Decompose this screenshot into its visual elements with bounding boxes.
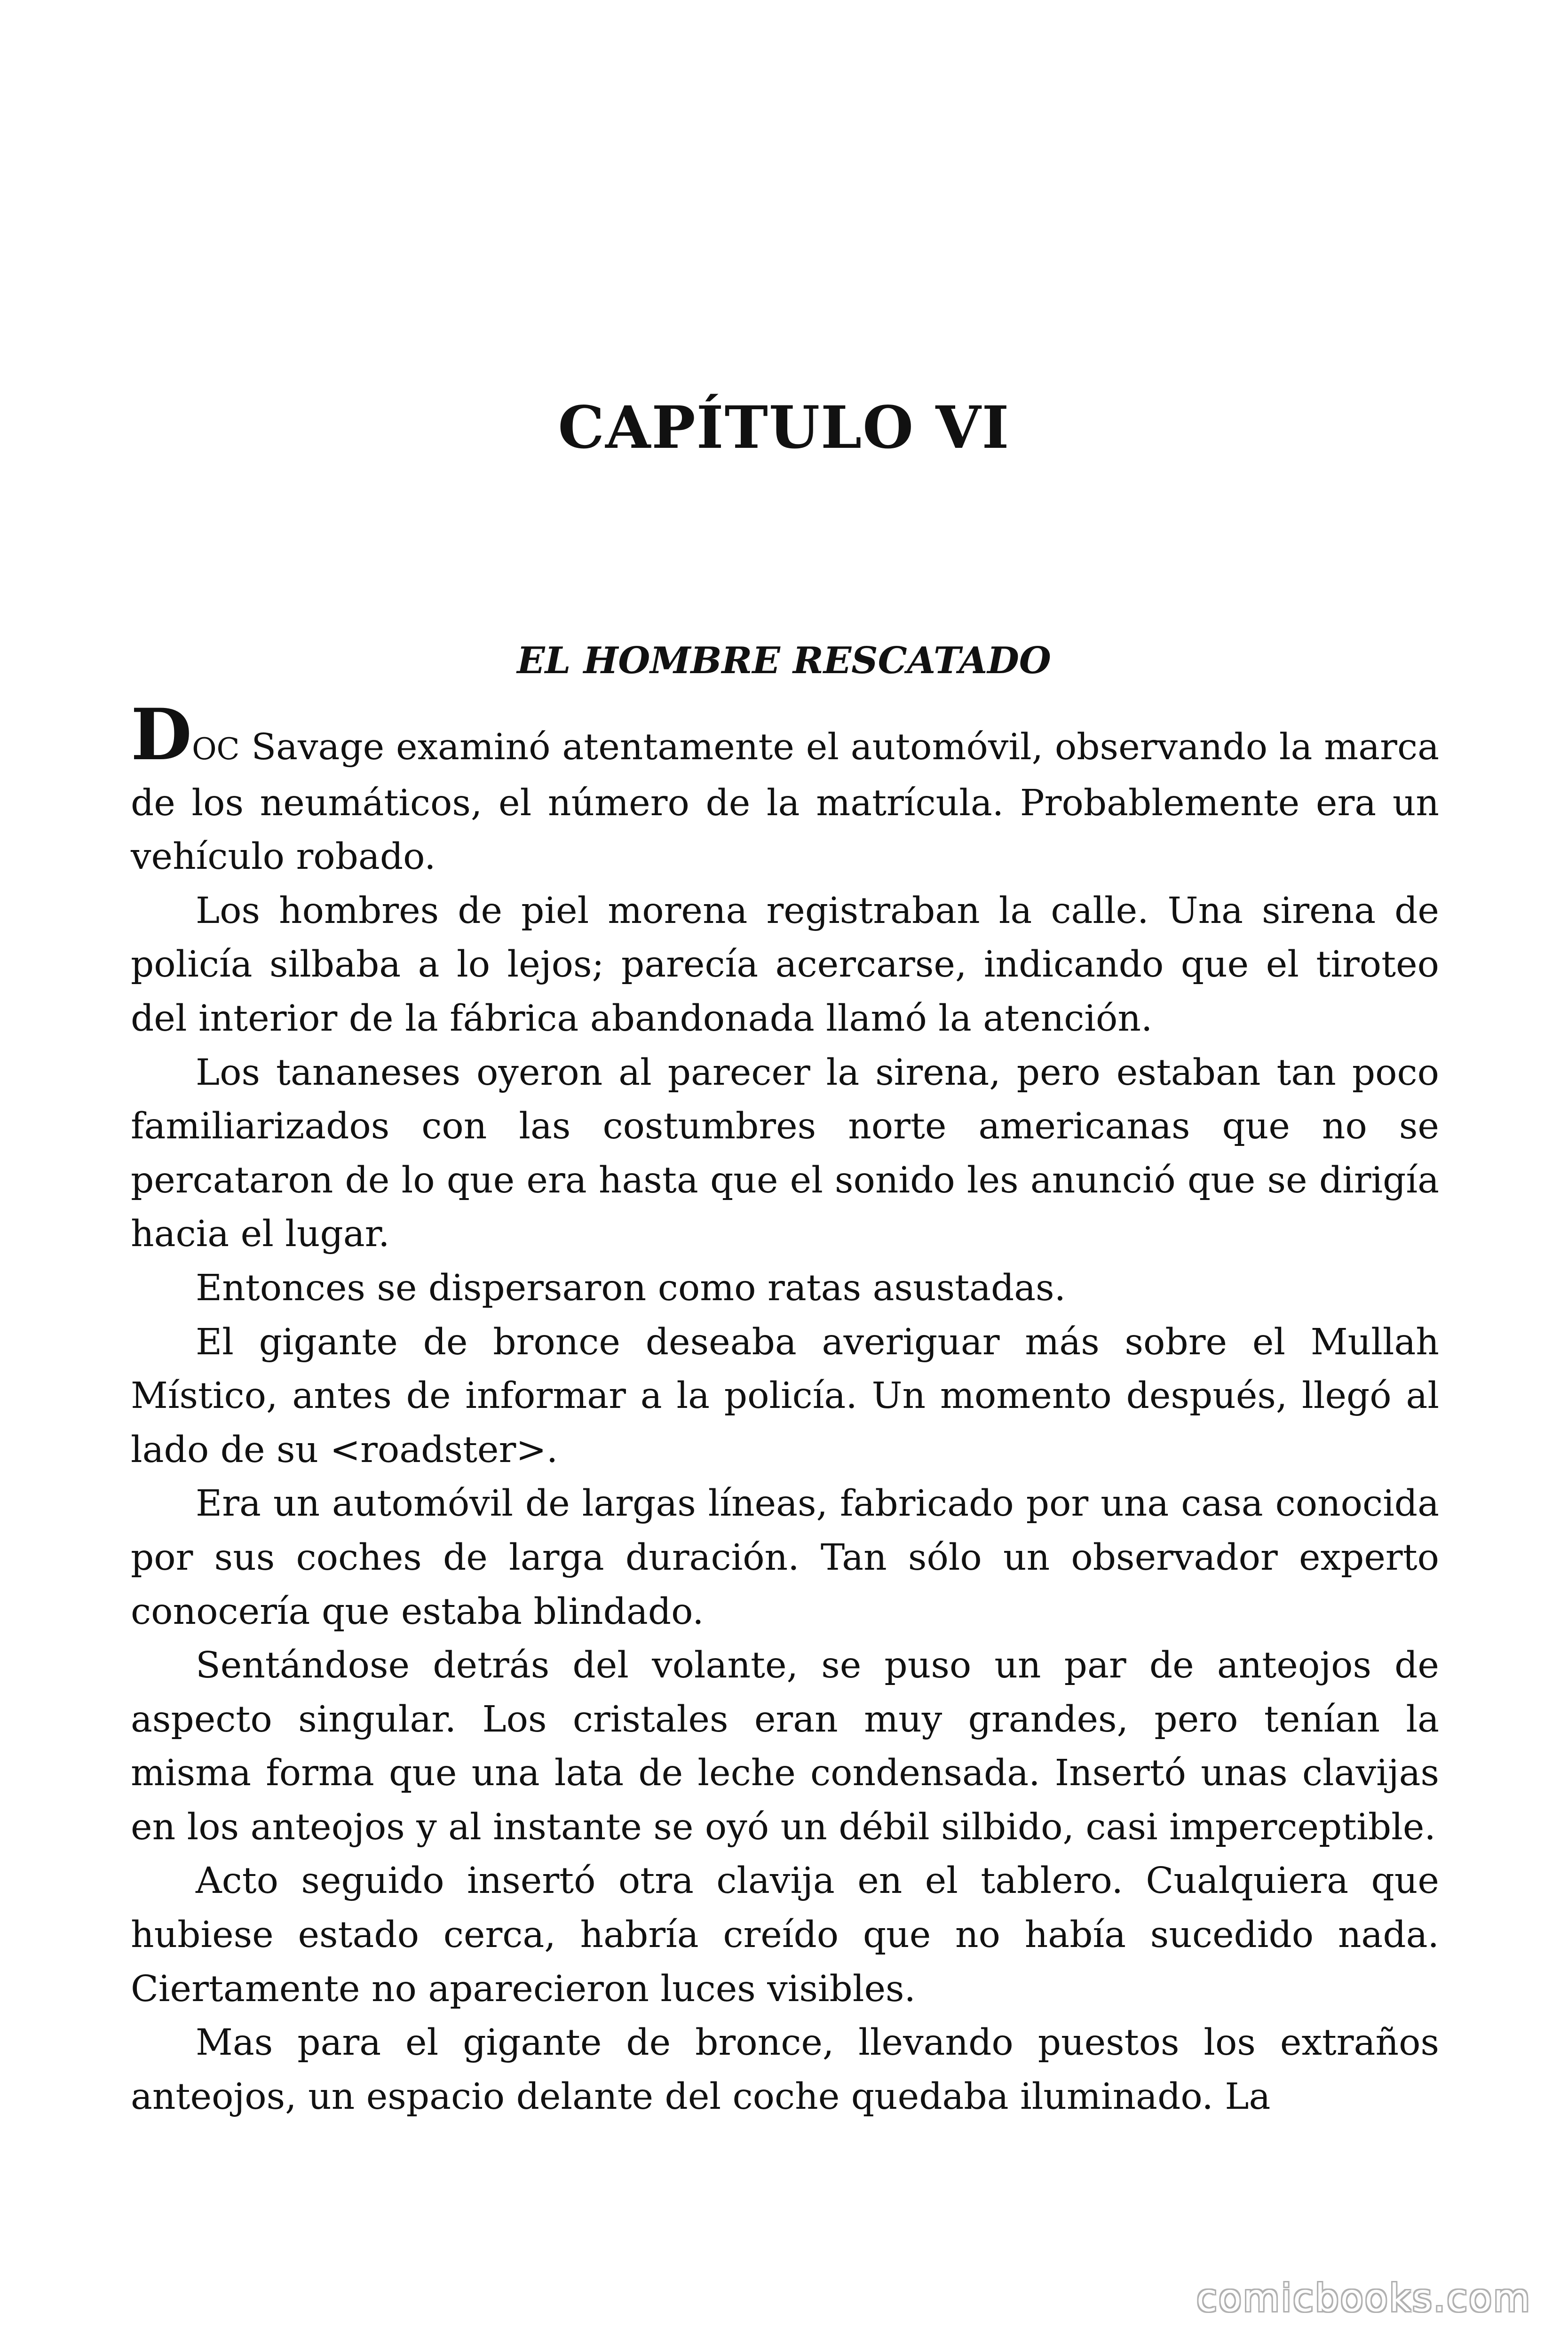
watermark: comicbooks.com (1196, 2276, 1531, 2320)
chapter-title: CAPÍTULO VI (558, 394, 1010, 462)
paragraph-7: Sentándose detrás del volante, se puso un par de anteojos de aspecto singular. Los cristales eran muy grandes, pero tenían la misma forma que una lata de leche condensada. Insertó unas clavijas en los anteojos y al instante se oyó un débil silbido, casi imperceptible. (131, 1645, 1439, 1848)
paragraph-1-text: Savage examinó atentamente el automóvil, observando la marca de los neumáticos, el número de la matrícula. Probablemente era un vehículo robado. (131, 726, 1439, 878)
chapter-subtitle: EL HOMBRE RESCATADO (517, 639, 1051, 682)
paragraph-2: Los hombres de piel morena registraban la calle. Una sirena de policía silbaba a lo lejos; parecía acercarse, indicando que el tiroteo del interior de la fábrica abandonada llamó la atención. (131, 890, 1439, 1040)
paragraph-5: El gigante de bronce deseaba averiguar más sobre el Mullah Místico, antes de informar a la policía. Un momento después, llegó al lado de su <roadster>. (131, 1321, 1439, 1471)
paragraph-3: Los tananeses oyeron al parecer la sirena, pero estaban tan poco familiarizados con las costumbres norte americanas que no se percataron de lo que era hasta que el sonido les anunció que se dirigía hacia el lugar. (131, 1051, 1439, 1255)
paragraph-4: Entonces se dispersaron como ratas asustadas. (196, 1267, 1066, 1309)
drop-cap: D (131, 693, 192, 776)
paragraph-8: Acto seguido insertó otra clavija en el tablero. Cualquiera que hubiese estado cerca, habría creído que no había sucedido nada. Ciertamente no aparecieron luces visibles. (131, 1860, 1439, 2010)
paragraph-9: Mas para el gigante de bronce, llevando puestos los extraños anteojos, un espacio delante del coche quedaba iluminado. La (131, 2022, 1439, 2118)
paragraph-6: Era un automóvil de largas líneas, fabricado por una casa conocida por sus coches de larga duración. Tan sólo un observador experto conocería que estaba blindado. (131, 1483, 1439, 1633)
body-text (131, 693, 1439, 2124)
small-caps-lead: OC (192, 732, 240, 767)
paragraph-1 (131, 693, 1439, 884)
